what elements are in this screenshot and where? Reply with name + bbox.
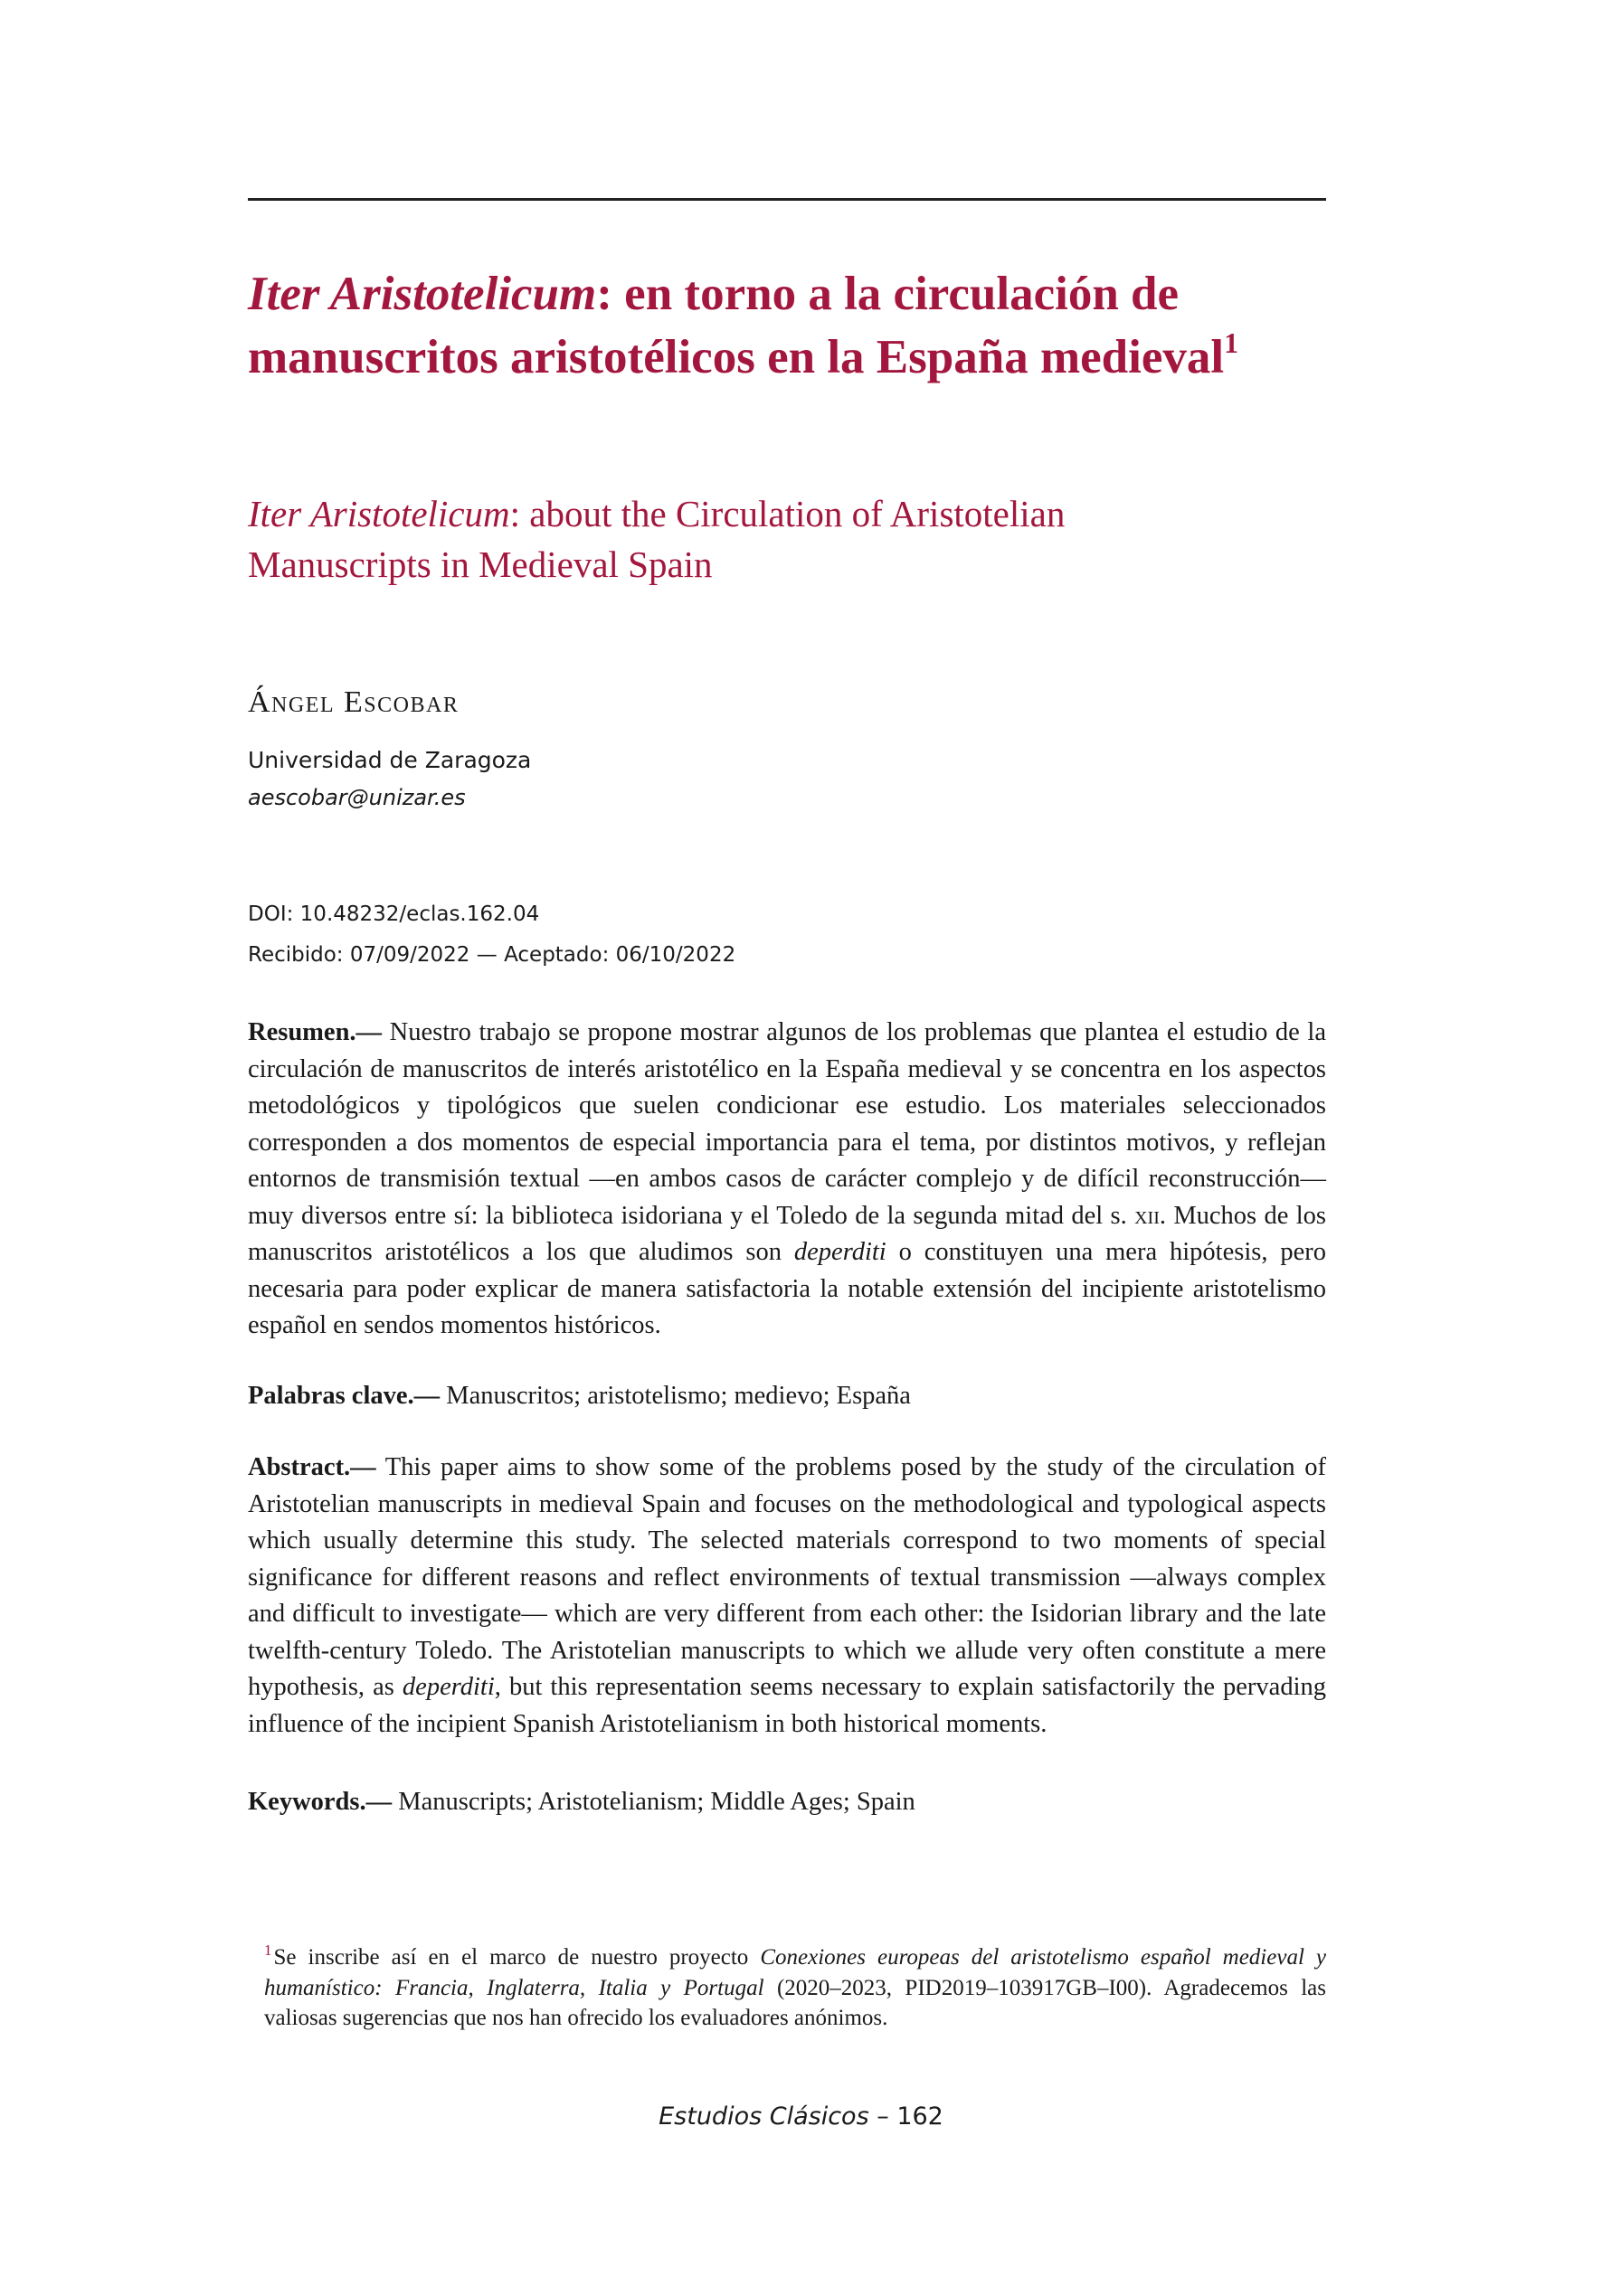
dates-separator: — — [476, 943, 498, 967]
resumen-label: Resumen.— — [248, 1018, 383, 1046]
issue-number: 162 — [896, 2102, 943, 2131]
resumen-paragraph — [248, 1015, 1326, 1345]
subtitle-rest: : about the Circulation of Aristotelian Manuscripts in Medieval Spain — [248, 493, 1066, 585]
title-rest: : en torno a la circulación de manuscritos aristotélicos en la España medieval — [248, 268, 1225, 383]
author-affiliation: Universidad de Zaragoza — [248, 747, 532, 773]
resumen-italic-word: deperditi — [793, 1238, 886, 1266]
top-rule — [248, 198, 1326, 201]
subtitle-italic: Iter Aristotelicum — [248, 493, 510, 534]
received-label: Recibido: — [248, 943, 344, 967]
abstract-text-2: , but this representation seems necessary to explain satisfactorily the pervading influence of the incipient Spanish Aristotelianism in both historical moments. — [248, 1673, 1326, 1738]
keywords-line — [248, 1788, 915, 1817]
palabras-clave-label: Palabras clave.— — [248, 1382, 441, 1410]
palabras-clave-text: Manuscritos; aristotelismo; medievo; España — [440, 1382, 911, 1410]
footnote-italic-project: Conexiones europeas del aristotelismo español medieval y humanístico: Francia, Inglaterra, Italia y Portugal — [264, 1945, 1326, 2000]
resumen-text-1: Nuestro trabajo se propone mostrar algunos de los problemas que plantea el estudio de la circulación de manuscritos de interés aristotélico en la España medieval y se concentra en los aspectos metodológicos y tipológicos que suelen condicionar ese estudio. Los materiales seleccionados corresponden a dos momentos de especial importancia para el tema, por distintos motivos, y reflejan entornos de transmisión textual —en ambos casos de carácter complejo y de difícil reconstrucción— muy diversos entre sí: la biblioteca isidoriana y el Toledo de la segunda mitad del s. — [248, 1018, 1326, 1230]
footnote-mark[interactable]: 1 — [264, 1942, 272, 1959]
title-footnote-ref[interactable]: 1 — [1224, 326, 1239, 359]
doi-value[interactable]: 10.48232/eclas.162.04 — [299, 902, 540, 926]
author-name: Ángel Escobar — [248, 685, 460, 719]
resumen-century: xii — [1134, 1201, 1160, 1230]
resumen-text-3: o constituyen una mera hipótesis, pero necesaria para poder explicar de manera satisfactoria la notable extensión del incipiente aristotelismo español en sendos momentos históricos. — [248, 1238, 1326, 1339]
dates-line — [248, 943, 735, 967]
author-email[interactable]: aescobar@unizar.es — [248, 785, 466, 810]
article-subtitle-english — [248, 488, 1243, 590]
keywords-text: Manuscripts; Aristotelianism; Middle Ages; Spain — [392, 1788, 915, 1816]
abstract-paragraph — [248, 1450, 1326, 1743]
keywords-label: Keywords.— — [248, 1788, 393, 1816]
footer-separator: – — [868, 2102, 897, 2131]
resumen-text-2: . Muchos de los manuscritos aristotélicos a los que aludimos son — [248, 1201, 1326, 1266]
doi-line — [248, 902, 539, 926]
accepted-date: 06/10/2022 — [615, 943, 736, 967]
journal-name: Estudios Clásicos — [659, 2102, 869, 2131]
article-title — [248, 262, 1326, 389]
footnote-1 — [264, 1942, 1326, 2034]
accepted-label: Aceptado: — [504, 943, 610, 967]
page-footer — [0, 2102, 1602, 2131]
title-italic: Iter Aristotelicum — [248, 268, 597, 320]
footnote-text-1: Se inscribe así en el marco de nuestro proyecto — [273, 1945, 761, 1970]
doi-label: DOI: — [248, 902, 294, 926]
abstract-text-1: This paper aims to show some of the problems posed by the study of the circulation of Aristotelian manuscripts in medieval Spain and focuses on the methodological and typological aspects which usually determine this study. The selected materials correspond to two moments of special significance for different reasons and reflect environments of textual transmission —always complex and difficult to investigate— which are very different from each other: the Isidorian library and the late twelfth-century Toledo. The Aristotelian manuscripts to which we allude very often constitute a mere hypothesis, as — [248, 1453, 1326, 1701]
palabras-clave-line — [248, 1382, 911, 1411]
abstract-label: Abstract.— — [248, 1453, 376, 1481]
received-date: 07/09/2022 — [349, 943, 470, 967]
abstract-italic-word: deperditi — [402, 1673, 495, 1701]
footnote-text-2: (2020–2023, PID2019–103917GB–I00). Agradecemos las valiosas sugerencias que nos han ofrecido los evaluadores anónimos. — [264, 1975, 1326, 2030]
